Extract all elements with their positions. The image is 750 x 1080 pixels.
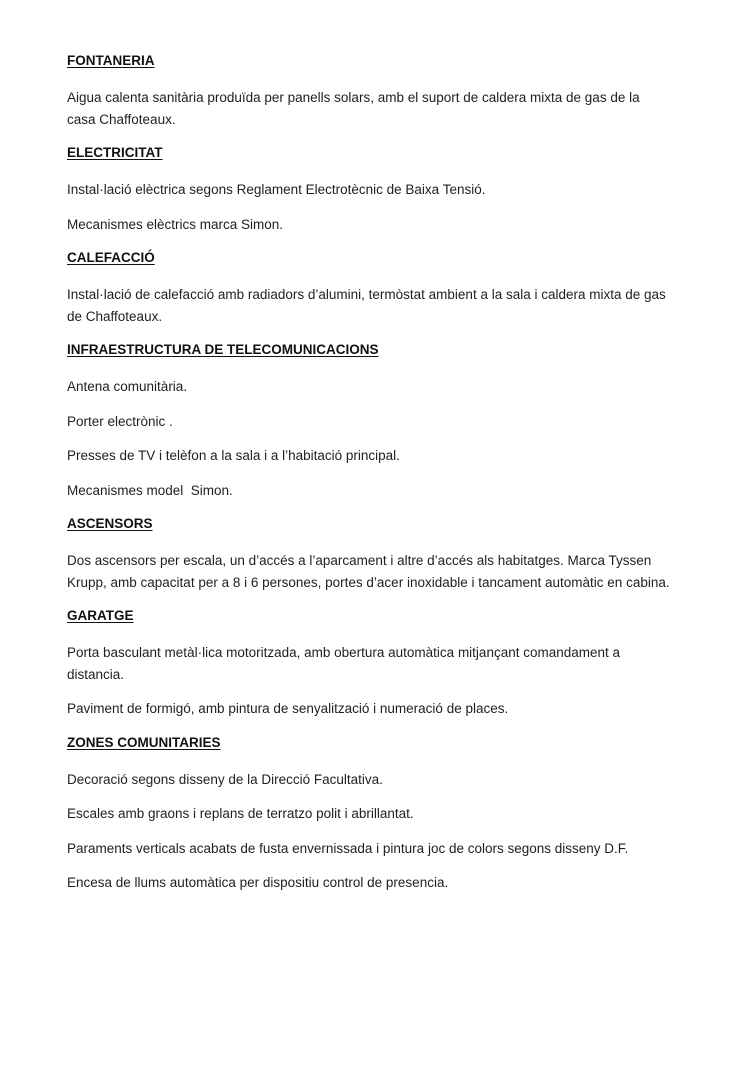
section-heading: ELECTRICITAT (67, 145, 163, 160)
section-paragraph: Encesa de llums automàtica per dispositiu control de presencia. (67, 875, 449, 890)
section-zones-comunitaries (67, 734, 670, 894)
section-fontaneria (67, 52, 670, 130)
section-ascensors (67, 515, 670, 593)
section-paragraph: Paraments verticals acabats de fusta envernissada i pintura joc de colors segons disseny D.F. (67, 840, 629, 856)
section-paragraph: Instal·lació de calefacció amb radiadors d’alumini, termòstat ambient a la sala i caldera mixta de gas de Chaffoteaux. (67, 287, 670, 324)
section-paragraph: Instal·lació elèctrica segons Reglament Electrotècnic de Baixa Tensió. (67, 182, 486, 197)
section-paragraph: Mecanismes model Simon. (67, 482, 233, 498)
section-paragraph: Presses de TV i telèfon a la sala i a l’habitació principal. (67, 448, 400, 463)
section-heading: GARATGE (67, 608, 134, 623)
section-paragraph: Paviment de formigó, amb pintura de senyalització i numeració de places. (67, 701, 509, 716)
section-electricitat (67, 144, 670, 235)
section-paragraph: Porta basculant metàl·lica motoritzada, amb obertura automàtica mitjançant comandament a distancia. (67, 645, 624, 682)
section-paragraph: Antena comunitària. (67, 379, 188, 394)
section-paragraph: Decoració segons disseny de la Direcció Facultativa. (67, 771, 383, 787)
section-heading: CALEFACCIÓ (67, 250, 155, 265)
section-paragraph: Porter electrònic . (67, 413, 173, 429)
section-heading: FONTANERIA (67, 53, 155, 68)
section-paragraph: Dos ascensors per escala, un d’accés a l’aparcament i altre d’accés als habitatges. Marca Tyssen Krupp, amb capacitat per a 8 i 6 persones, portes d’acer inoxidable i tancament automàtic en cabina. (67, 553, 670, 590)
section-calefaccio (67, 249, 670, 327)
section-heading: ASCENSORS (67, 516, 153, 531)
section-paragraph: Mecanismes elèctrics marca Simon. (67, 216, 284, 232)
section-paragraph: Aigua calenta sanitària produïda per panells solars, amb el suport de caldera mixta de gas de la casa Chaffoteaux. (67, 90, 644, 127)
section-paragraph: Escales amb graons i replans de terratzo polit i abrillantat. (67, 806, 414, 821)
section-garatge (67, 607, 670, 720)
section-heading: INFRAESTRUCTURA DE TELECOMUNICACIONS (67, 342, 379, 357)
section-telecomunicacions (67, 341, 670, 501)
section-heading: ZONES COMUNITARIES (67, 734, 221, 750)
